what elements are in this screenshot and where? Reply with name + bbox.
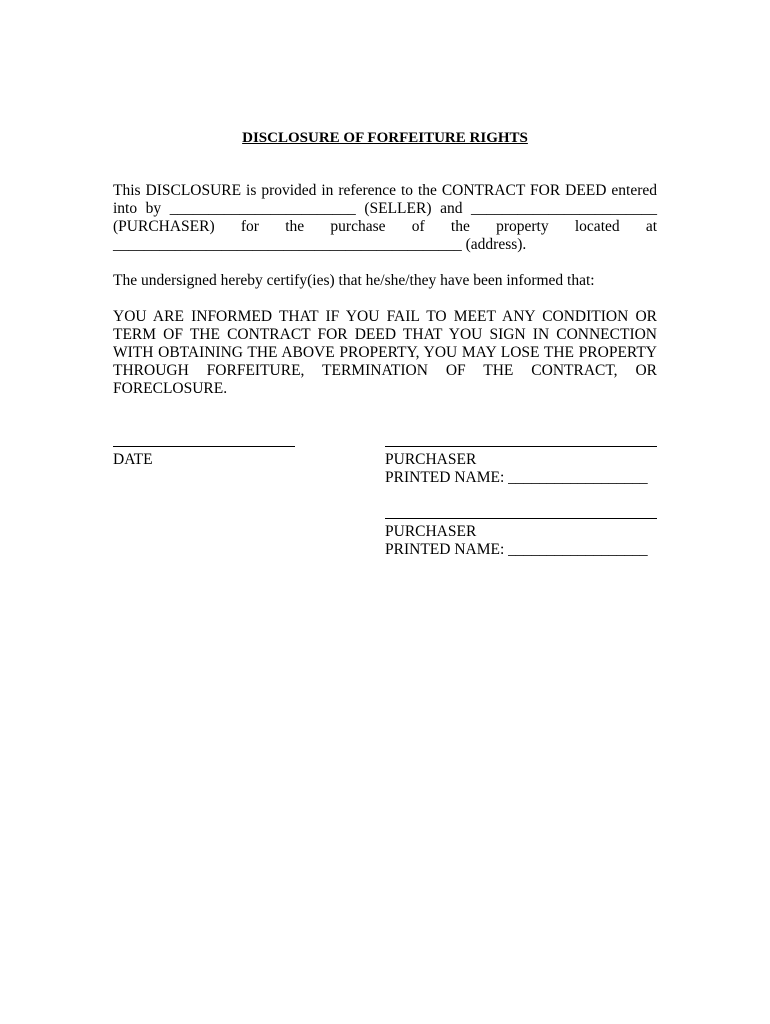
seller-label: (SELLER)	[364, 200, 432, 217]
intro-paragraph	[113, 182, 657, 254]
word: (PURCHASER)	[113, 218, 215, 235]
certify-paragraph	[113, 272, 657, 290]
and-text: and	[440, 200, 463, 217]
word: the	[285, 218, 305, 235]
printed-name-1-row	[385, 469, 648, 487]
word: at	[645, 218, 658, 235]
intro-line-2	[113, 200, 657, 218]
printed-name-2-label: PRINTED NAME:	[385, 541, 505, 558]
warning-line-1: YOU ARE INFORMED THAT IF YOU FAIL TO MEET ANY CONDITION OR	[113, 308, 657, 325]
warning-paragraph	[113, 308, 657, 398]
printed-name-2-blank: __________________	[508, 541, 648, 558]
word: of	[411, 218, 425, 235]
warning-line-2: TERM OF THE CONTRACT FOR DEED THAT YOU SIGN IN CONNECTION	[113, 326, 657, 343]
purchaser-1-label: PURCHASER	[385, 451, 477, 468]
purchaser-2-label: PURCHASER	[385, 523, 477, 540]
purchaser-1-signature-line	[385, 446, 657, 447]
word: the	[450, 218, 470, 235]
printed-name-2-row	[385, 541, 648, 559]
intro-line-1: This DISCLOSURE is provided in reference to the CONTRACT FOR DEED entered	[113, 182, 657, 199]
purchaser-blank: ________________________	[471, 200, 658, 217]
word: located	[574, 218, 620, 235]
intro-line-3	[113, 218, 657, 236]
intro-line-4	[113, 236, 657, 254]
into-by-text: into by	[113, 200, 162, 217]
date-label: DATE	[113, 451, 153, 468]
warning-line-3: WITH OBTAINING THE ABOVE PROPERTY, YOU MAY LOSE THE PROPERTY	[113, 344, 657, 361]
document-title: DISCLOSURE OF FORFEITURE RIGHTS	[242, 130, 528, 146]
address-label: (address).	[465, 236, 527, 253]
address-blank: _____________________________________________	[113, 236, 462, 253]
warning-line-4: THROUGH FORFEITURE, TERMINATION OF THE CONTRACT, OR	[113, 362, 657, 379]
word: property	[496, 218, 549, 235]
warning-line-5: FORECLOSURE.	[113, 380, 228, 397]
certify-text: The undersigned hereby certify(ies) that he/she/they have been informed that:	[113, 272, 595, 289]
purchaser-2-signature-line	[385, 518, 657, 519]
word: for	[240, 218, 259, 235]
printed-name-1-blank: __________________	[508, 469, 648, 486]
printed-name-1-label: PRINTED NAME:	[385, 469, 505, 486]
seller-blank: ________________________	[169, 200, 356, 217]
word: purchase	[330, 218, 386, 235]
date-signature-line	[113, 446, 295, 447]
